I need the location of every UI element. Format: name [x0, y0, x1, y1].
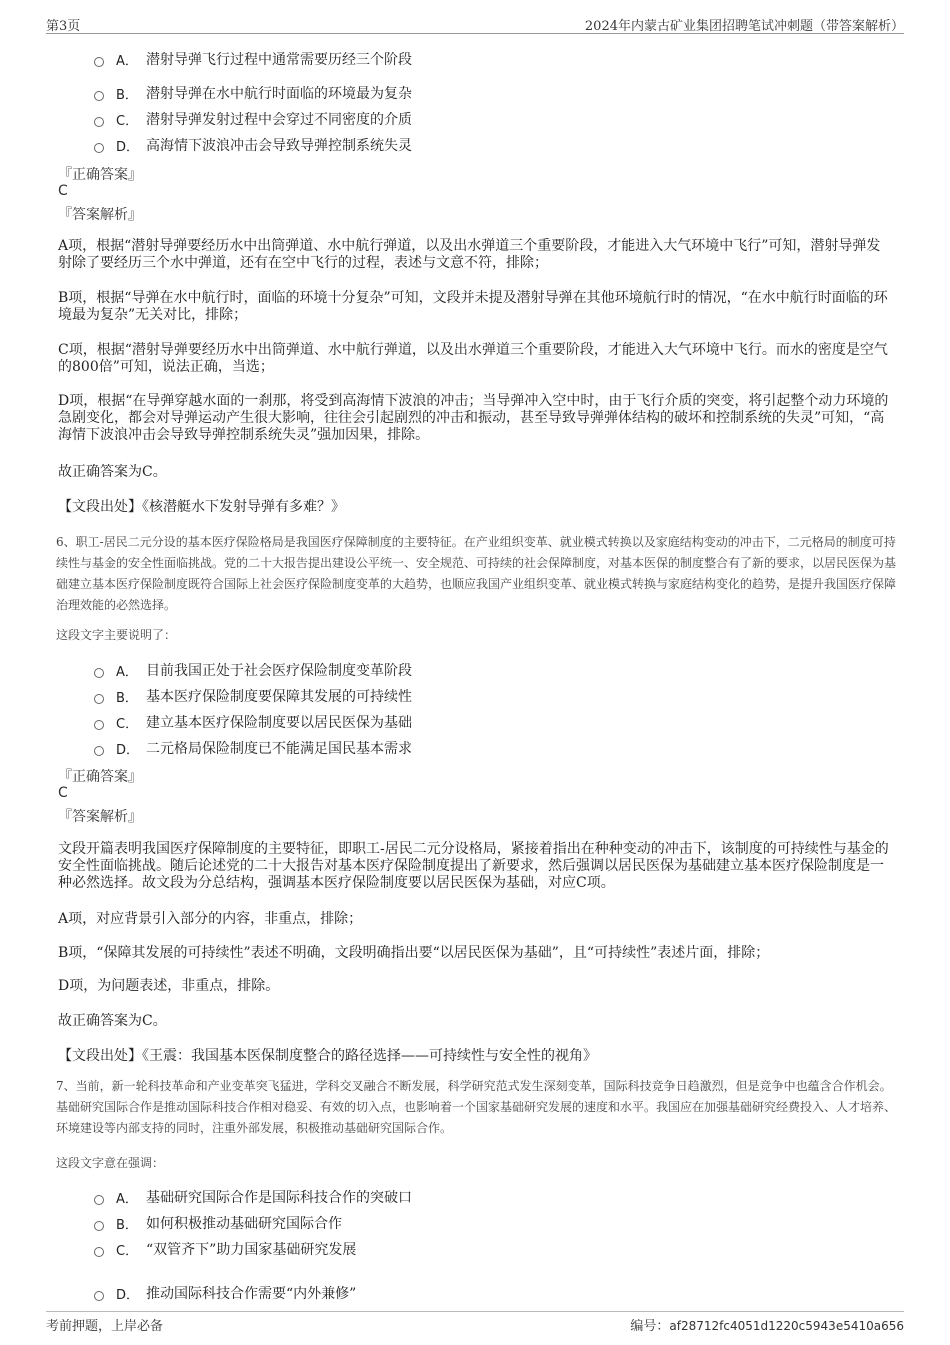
q7-option-c[interactable]	[94, 1239, 356, 1259]
q6-analysis-main: 文段开篇表明我国医疗保障制度的主要特征，即职工-居民二元分设格局，紧接着指出在种种变动的冲击下，该制度的可持续性与基金的安全性面临挑战。随后论述党的二十大报告对基本医疗保险制度提出了新要求，然后强调以居民医保为基础建立基本医疗保险制度是一种必然选择。故文段为分总结构，强调基本医疗保险制度要以居民医保为基础，对应C项。	[58, 841, 889, 891]
q7-option-d[interactable]	[94, 1283, 356, 1303]
header-divider	[46, 33, 904, 34]
option-text: 潜射导弹发射过程中会穿过不同密度的介质	[146, 112, 412, 128]
q5-analysis-c: C项，根据“潜射导弹要经历水中出筒弹道、水中航行弹道，以及出水弹道三个重要阶段，才能进入大气环境中飞行。而水的密度是空气的800倍”可知，说法正确，当选；	[58, 342, 888, 375]
page-number: 第3页	[46, 19, 81, 34]
option-letter: D．	[116, 139, 140, 155]
q6-option-d[interactable]	[94, 738, 412, 758]
option-letter: D．	[116, 742, 140, 758]
option-text: “双管齐下”助力国家基础研究发展	[146, 1242, 357, 1258]
q6-prompt: 这段文字主要说明了：	[56, 628, 177, 642]
q6-analysis-label: 『答案解析』	[58, 809, 142, 825]
footer-code-value: af28712fc4051d1220c5943e5410a656	[669, 1319, 904, 1333]
option-letter: B．	[116, 1217, 138, 1233]
q5-answer: C	[58, 183, 68, 199]
q6-answer: C	[58, 785, 68, 801]
option-letter: B．	[116, 87, 138, 103]
q5-option-d[interactable]	[94, 135, 412, 155]
q7-prompt: 这段文字意在强调：	[56, 1156, 165, 1170]
q6-option-a[interactable]	[94, 660, 412, 680]
radio-icon[interactable]	[94, 1291, 104, 1301]
radio-icon[interactable]	[94, 143, 104, 153]
radio-icon[interactable]	[94, 117, 104, 127]
q6-source: 【文段出处】《王震：我国基本医保制度整合的路径选择——可持续性与安全性的视角》	[58, 1048, 597, 1064]
q5-option-b[interactable]	[94, 83, 412, 103]
q6-option-b[interactable]	[94, 686, 412, 706]
option-letter: D．	[116, 1287, 140, 1303]
q6-analysis-b: B项，“保障其发展的可持续性”表述不明确，文段明确指出要“以居民医保为基础”，且“可持续性”表述片面，排除；	[58, 945, 770, 961]
option-text: 目前我国正处于社会医疗保险制度变革阶段	[146, 663, 412, 679]
option-letter: C．	[116, 716, 139, 732]
footer-divider	[46, 1311, 904, 1312]
option-text: 基本医疗保险制度要保障其发展的可持续性	[146, 689, 412, 705]
q5-analysis-label: 『答案解析』	[58, 207, 142, 223]
document-title: 2024年内蒙古矿业集团招聘笔试冲刺题（带答案解析）	[584, 19, 904, 34]
q5-source: 【文段出处】《核潜艇水下发射导弹有多难？》	[58, 499, 345, 515]
radio-icon[interactable]	[94, 1221, 104, 1231]
radio-icon[interactable]	[94, 746, 104, 756]
option-letter: A．	[116, 664, 138, 680]
q7-option-a[interactable]	[94, 1187, 412, 1207]
option-letter: A．	[116, 1191, 138, 1207]
radio-icon[interactable]	[94, 694, 104, 704]
q5-option-a[interactable]	[94, 49, 412, 69]
option-letter: B．	[116, 690, 138, 706]
option-letter: A．	[116, 53, 138, 69]
q5-conclusion: 故正确答案为C。	[58, 464, 167, 480]
radio-icon[interactable]	[94, 668, 104, 678]
radio-icon[interactable]	[94, 1247, 104, 1257]
q6-option-c[interactable]	[94, 712, 412, 732]
radio-icon[interactable]	[94, 57, 104, 67]
option-text: 高海情下波浪冲击会导致导弹控制系统失灵	[146, 138, 412, 154]
q5-analysis-b: B项，根据“导弹在水中航行时，面临的环境十分复杂”可知，文段并未提及潜射导弹在其他环境航行时的情况，“在水中航行时面临的环境最为复杂”无关对比，排除；	[58, 290, 888, 323]
footer-code-label: 编号：	[630, 1319, 670, 1334]
option-letter: C．	[116, 113, 139, 129]
option-text: 潜射导弹飞行过程中通常需要历经三个阶段	[146, 52, 412, 68]
option-text: 建立基本医疗保险制度要以居民医保为基础	[146, 715, 412, 731]
q5-answer-label: 『正确答案』	[58, 167, 142, 183]
q6-conclusion: 故正确答案为C。	[58, 1013, 167, 1029]
radio-icon[interactable]	[94, 720, 104, 730]
q6-answer-label: 『正确答案』	[58, 769, 142, 785]
q5-analysis-d: D项，根据“在导弹穿越水面的一刹那，将受到高海情下波浪的冲击；当导弹冲入空中时，由于飞行介质的突变，将引起整个动力环境的急剧变化，都会对导弹运动产生很大影响，往往会引起剧烈的冲击和振动，甚至导致导弹弹体结构的破坏和控制系统的失灵”可知，“高海情下波浪冲击会导致导弹控制系统失灵”强加因果，排除。	[58, 393, 889, 443]
q5-option-c[interactable]	[94, 109, 412, 129]
option-text: 二元格局保险制度已不能满足国民基本需求	[146, 741, 412, 757]
radio-icon[interactable]	[94, 91, 104, 101]
option-letter: C．	[116, 1243, 139, 1259]
q7-option-b[interactable]	[94, 1213, 342, 1233]
q5-analysis-a: A项，根据“潜射导弹要经历水中出筒弹道、水中航行弹道，以及出水弹道三个重要阶段，才能进入大气环境中飞行”可知，潜射导弹发射除了要经历三个水中弹道，还有在空中飞行的过程，表述与文意不符，排除；	[58, 238, 881, 271]
q6-stem: 6、职工-居民二元分设的基本医疗保险格局是我国医疗保障制度的主要特征。在产业组织变革、就业模式转换以及家庭结构变动的冲击下，二元格局的制度可持续性与基金的安全性面临挑战。党的二十大报告提出建设公平统一、安全规范、可持续的社会保障制度，对基本医保的制度整合有了新的要求，以居民医保为基础建立基本医疗保险制度既符合国际上社会医疗保险制度变革的大趋势，也顺应我国产业组织变革、就业模式转换与家庭结构变化的趋势，是提升我国医疗保障治理效能的必然选择。	[56, 535, 897, 612]
option-text: 推动国际科技合作需要“内外兼修”	[146, 1286, 357, 1302]
footer-code	[630, 1315, 904, 1334]
option-text: 基础研究国际合作是国际科技合作的突破口	[146, 1190, 412, 1206]
option-text: 如何积极推动基础研究国际合作	[146, 1216, 342, 1232]
q7-stem: 7、当前，新一轮科技革命和产业变革突飞猛进，学科交叉融合不断发展，科学研究范式发生深刻变革，国际科技竞争日趋激烈，但是竞争中也蕴含合作机会。基础研究国际合作是推动国际科技合作相对稳妥、有效的切入点，也影响着一个国家基础研究发展的速度和水平。我国应在加强基础研究经费投入、人才培养、环境建设等内部支持的同时，注重外部发展，积极推动基础研究国际合作。	[56, 1079, 897, 1135]
q6-analysis-a: A项，对应背景引入部分的内容，非重点，排除；	[58, 911, 363, 927]
footer-slogan: 考前押题，上岸必备	[46, 1319, 164, 1334]
radio-icon[interactable]	[94, 1195, 104, 1205]
q6-analysis-d: D项，为问题表述，非重点，排除。	[58, 978, 280, 994]
option-text: 潜射导弹在水中航行时面临的环境最为复杂	[146, 86, 412, 102]
